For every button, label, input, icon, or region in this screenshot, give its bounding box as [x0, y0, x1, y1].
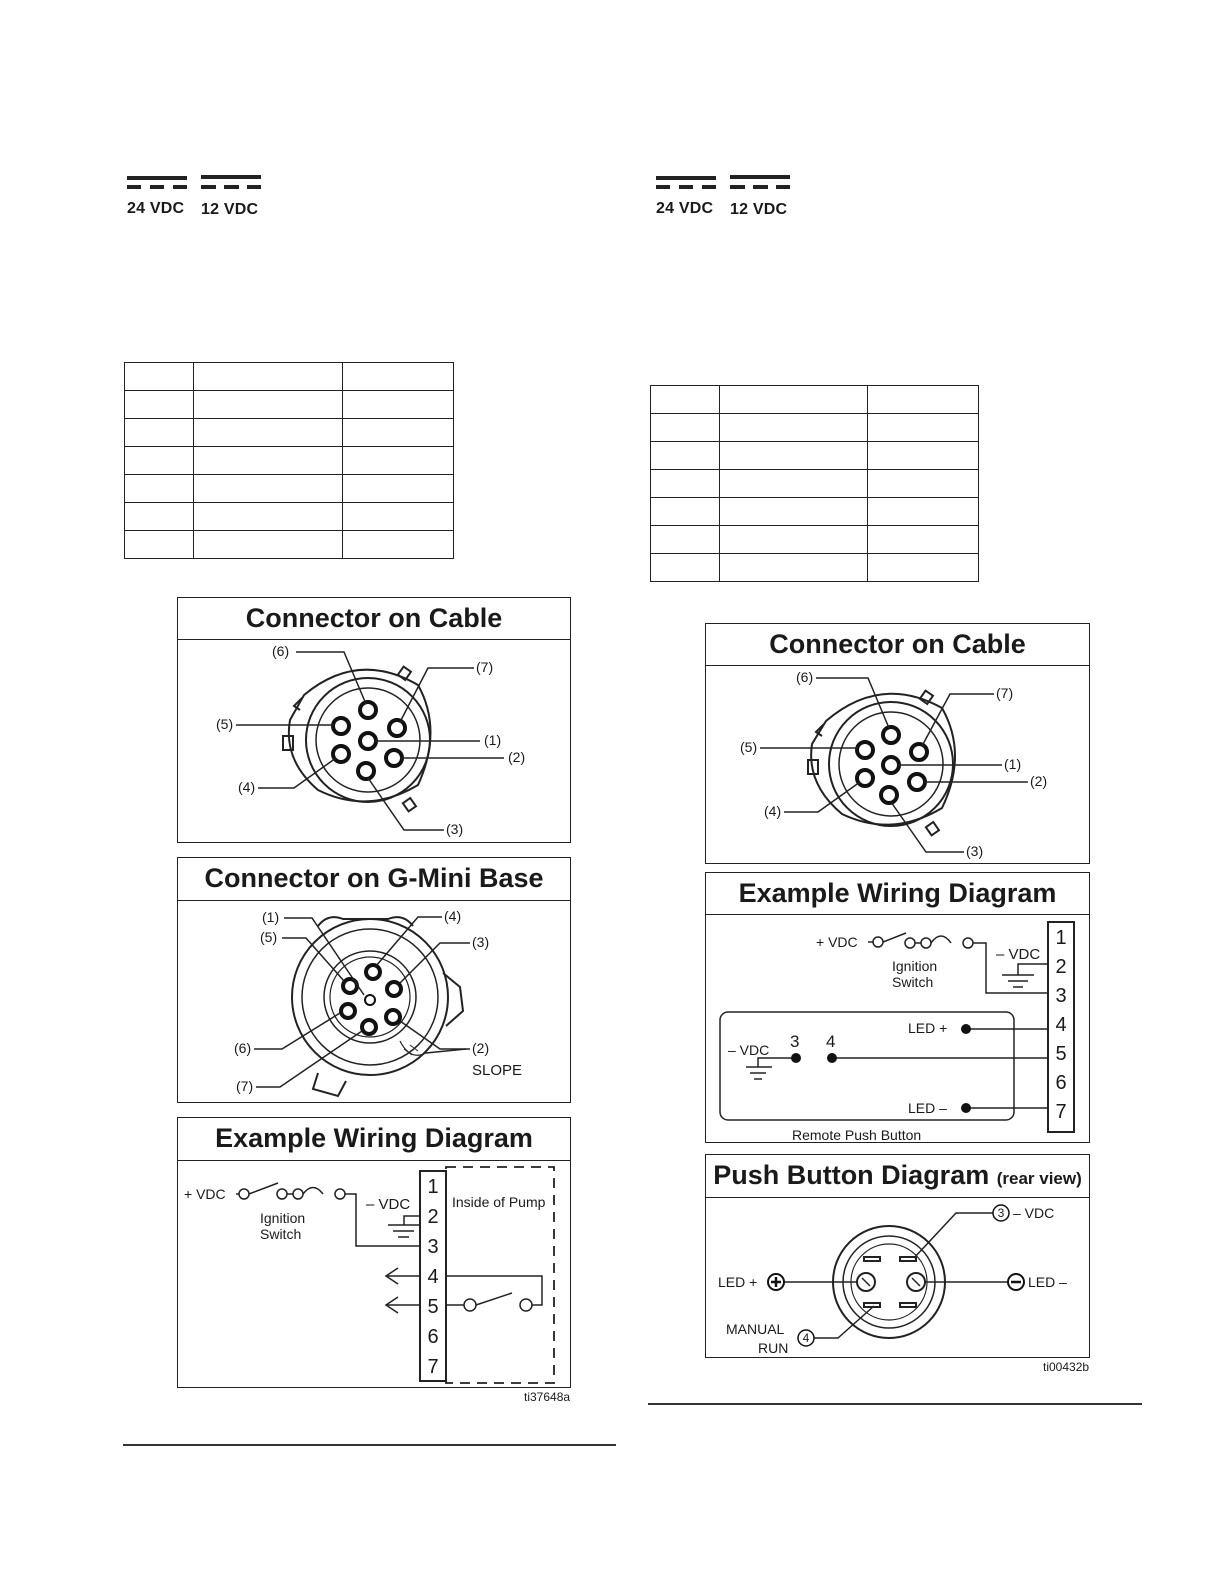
- panel-title: Connector on G-Mini Base: [178, 858, 570, 901]
- pin-4: [857, 770, 873, 786]
- minus-vdc-label: – VDC: [996, 946, 1041, 963]
- panel-title: Example Wiring Diagram: [178, 1118, 570, 1161]
- pin-label-3: (3): [966, 843, 984, 859]
- terminal-2: 2: [427, 1206, 439, 1228]
- pin-label-4: (4): [238, 779, 256, 795]
- remote-push-button-label: Remote Push Button: [792, 1127, 922, 1142]
- pin-4: [333, 746, 349, 762]
- pin-label-4: (4): [764, 803, 782, 819]
- pin-7: [911, 744, 927, 760]
- inside-pump-label: Inside of Pump: [452, 1194, 546, 1210]
- callout-3: 3: [997, 1206, 1005, 1220]
- pin-label-3: (3): [472, 934, 490, 950]
- pin-6: [360, 702, 376, 718]
- switch-label: Switch: [260, 1226, 302, 1242]
- pin-3: [881, 787, 897, 803]
- pin-label-6: (6): [234, 1040, 252, 1056]
- terminal-6: 6: [1055, 1072, 1067, 1094]
- push-title-suffix: (rear view): [996, 1169, 1082, 1188]
- pin-label-7: (7): [996, 685, 1014, 701]
- terminal-2: 2: [1055, 956, 1067, 978]
- pin-label-1: (1): [484, 732, 502, 748]
- terminal-1: 1: [1055, 927, 1067, 949]
- figure-code-left: ti37648a: [524, 1390, 571, 1404]
- connector-cable-drawing: [178, 640, 570, 842]
- terminal-1: 1: [427, 1176, 439, 1198]
- terminal-6: 6: [427, 1326, 439, 1348]
- minus-vdc-label: – VDC: [366, 1196, 411, 1213]
- table-row: [651, 526, 979, 554]
- pin-table-right: [650, 385, 979, 582]
- table-row: [125, 447, 454, 475]
- ignition-label: Ignition: [892, 958, 938, 974]
- panel-connector-on-cable-left: [177, 597, 571, 843]
- bottom-rule-left: [123, 1444, 616, 1446]
- manual-label: MANUAL: [726, 1321, 785, 1337]
- pin-label-6: (6): [272, 643, 290, 659]
- panel-connector-on-cable-right: [705, 623, 1090, 864]
- led-plus-label: LED +: [908, 1020, 948, 1036]
- panel-wiring-left: [177, 1117, 571, 1388]
- pin-6: [883, 727, 899, 743]
- table-row: [651, 470, 979, 498]
- panel-title: [706, 1155, 1089, 1198]
- table-row: [651, 386, 979, 414]
- panel-title: Connector on Cable: [706, 624, 1089, 666]
- pin-table-left: [124, 362, 454, 559]
- pin-label-2: (2): [508, 749, 526, 765]
- pin-label-7: (7): [236, 1078, 254, 1094]
- terminal-3: 3: [1055, 985, 1067, 1007]
- pin-label-3: (3): [446, 821, 464, 837]
- pin-2: [386, 1010, 400, 1024]
- figure-code-right: ti00432b: [1043, 1360, 1090, 1374]
- push-led-plus-label: LED +: [718, 1274, 758, 1290]
- wiring-diagram-left: [178, 1161, 570, 1387]
- plus-vdc-label: + VDC: [184, 1186, 226, 1202]
- box-terminal-4: 4: [826, 1032, 836, 1051]
- connector-cable-drawing: [706, 666, 1089, 863]
- terminal-4: 4: [427, 1266, 439, 1288]
- box-terminal-3: 3: [790, 1032, 800, 1051]
- pin-7: [389, 720, 405, 736]
- table-row: [651, 442, 979, 470]
- pin-2: [909, 774, 925, 790]
- plus-vdc-label: + VDC: [816, 934, 858, 950]
- table-row: [125, 475, 454, 503]
- wiring-diagram-right: [706, 915, 1089, 1142]
- legend-24vdc-label: 24 VDC: [127, 200, 185, 217]
- pin-4: [366, 965, 380, 979]
- pin-2: [386, 750, 402, 766]
- table-row: [125, 419, 454, 447]
- pin-label-1: (1): [1004, 756, 1022, 772]
- table-row: [651, 414, 979, 442]
- bottom-rule-right: [648, 1403, 1142, 1405]
- push-button-drawing: [706, 1198, 1089, 1357]
- terminal-5: 5: [1055, 1043, 1067, 1065]
- pin-5: [333, 718, 349, 734]
- push-minus-vdc-label: – VDC: [1013, 1205, 1055, 1221]
- pin-1: [365, 995, 375, 1005]
- pin-1: [360, 733, 376, 749]
- pin-3: [387, 982, 401, 996]
- table-row: [125, 531, 454, 559]
- panel-push-button: [705, 1154, 1090, 1358]
- legend-12vdc-label: 12 VDC: [201, 201, 259, 218]
- push-title-main: Push Button Diagram: [713, 1160, 990, 1190]
- pin-label-5: (5): [216, 716, 234, 732]
- pin-label-6: (6): [796, 669, 814, 685]
- table-row: [125, 391, 454, 419]
- led-minus-label: LED –: [908, 1100, 947, 1116]
- panel-title: Example Wiring Diagram: [706, 873, 1089, 915]
- switch-label: Switch: [892, 974, 934, 990]
- pin-5: [857, 742, 873, 758]
- terminal-5: 5: [427, 1296, 439, 1318]
- pin-label-7: (7): [476, 659, 494, 675]
- terminal-7: 7: [427, 1356, 439, 1378]
- pin-6: [341, 1004, 355, 1018]
- legend-24vdc-label: 24 VDC: [656, 200, 714, 217]
- panel-title: Connector on Cable: [178, 598, 570, 640]
- table-row: [651, 498, 979, 526]
- pin-label-5: (5): [740, 739, 758, 755]
- connector-base-drawing: [178, 901, 570, 1103]
- pin-label-5: (5): [260, 929, 278, 945]
- pin-label-2: (2): [472, 1040, 490, 1056]
- box-minus-vdc-label: – VDC: [728, 1042, 770, 1058]
- pin-1: [883, 757, 899, 773]
- ignition-label: Ignition: [260, 1210, 306, 1226]
- pin-7: [362, 1020, 376, 1034]
- pin-label-4: (4): [444, 908, 462, 924]
- push-led-minus-label: LED –: [1028, 1274, 1067, 1290]
- terminal-4: 4: [1055, 1014, 1067, 1036]
- table-row: [125, 503, 454, 531]
- callout-4: 4: [802, 1331, 810, 1345]
- terminal-7: 7: [1055, 1101, 1067, 1123]
- table-row: [651, 554, 979, 582]
- panel-connector-on-base: [177, 857, 571, 1103]
- legend-12vdc-label: 12 VDC: [730, 201, 788, 218]
- run-label: RUN: [758, 1340, 789, 1356]
- pin-label-1: (1): [262, 909, 280, 925]
- slope-label: SLOPE: [472, 1062, 523, 1079]
- terminal-3: 3: [427, 1236, 439, 1258]
- pin-label-2: (2): [1030, 773, 1048, 789]
- panel-wiring-right: [705, 872, 1090, 1143]
- pin-3: [358, 763, 374, 779]
- table-row: [125, 363, 454, 391]
